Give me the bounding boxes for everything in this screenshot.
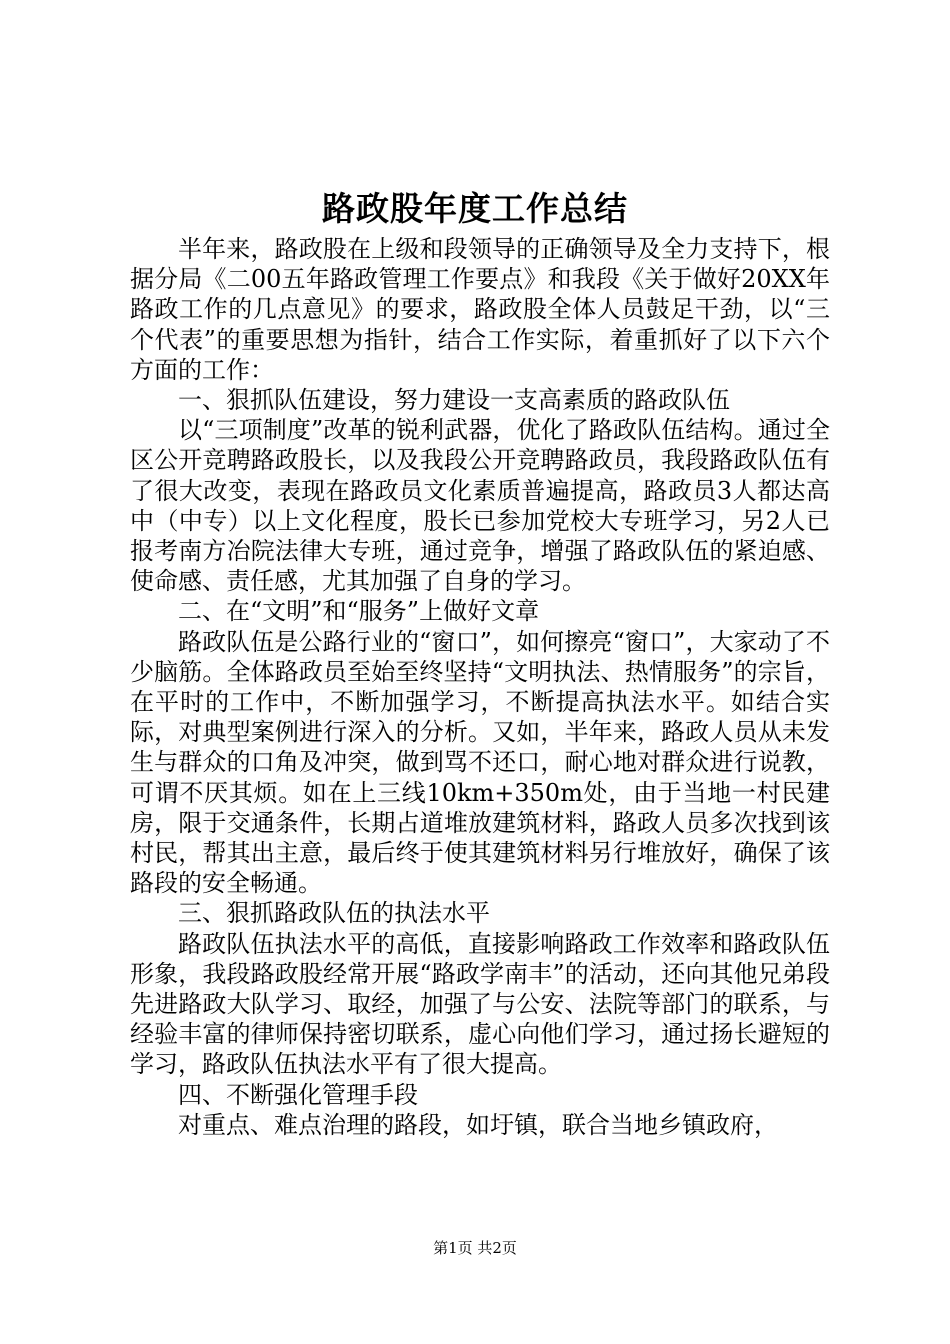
page-footer: 第1页 共2页 [433, 1239, 517, 1257]
paragraph-section-4: 对重点、难点治理的路段，如圩镇，联合当地乡镇政府， [178, 1110, 778, 1139]
paragraph-intro: 半年来，路政股在上级和段领导的正确领导及全力支持下，根据分局《二00五年路政管理工作要点》和我段《关于做好20XX年路政工作的几点意见》的要求，路政股全体人员鼓足干劲，以“三个代表”的重要思想为指针，结合工作实际，着重抓好了以下六个方面的工作： [130, 235, 830, 384]
section-heading-1: 一、狠抓队伍建设，努力建设一支高素质的路政队伍 [178, 386, 730, 415]
section-heading-2: 二、在“文明”和“服务”上做好文章 [178, 597, 540, 626]
section-heading-4: 四、不断强化管理手段 [178, 1080, 418, 1109]
document-title: 路政股年度工作总结 [322, 189, 628, 228]
paragraph-section-1: 以“三项制度”改革的锐利武器，优化了路政队伍结构。通过全区公开竞聘路政股长，以及我段公开竞聘路政员，我段路政队伍有了很大改变，表现在路政员文化素质普遍提高，路政员3人都达高中（中专）以上文化程度，股长已参加党校大专班学习，另2人已报考南方冶院法律大专班，通过竞争，增强了路政队伍的紧迫感、使命感、责任感，尤其加强了自身的学习。 [130, 416, 830, 596]
document-body [130, 234, 830, 1140]
paragraph-section-3: 路政队伍执法水平的高低，直接影响路政工作效率和路政队伍形象，我段路政股经常开展“路政学南丰”的活动，还向其他兄弟段先进路政大队学习、取经，加强了与公安、法院等部门的联系，与经验丰富的律师保持密切联系，虚心向他们学习，通过扬长避短的学习，路政队伍执法水平有了很大提高。 [130, 929, 830, 1079]
paragraph-section-2: 路政队伍是公路行业的“窗口”，如何擦亮“窗口”，大家动了不少脑筋。全体路政员至始至终坚持“文明执法、热情服务”的宗旨，在平时的工作中，不断加强学习，不断提高执法水平。如结合实际，对典型案例进行深入的分析。又如，半年来，路政人员从未发生与群众的口角及冲突，做到骂不还口，耐心地对群众进行说教，可谓不厌其烦。如在上三线10km+350m处，由于当地一村民建房，限于交通条件，长期占道堆放建筑材料，路政人员多次找到该村民，帮其出主意，最后终于使其建筑材料另行堆放好，确保了该路段的安全畅通。 [130, 627, 830, 898]
section-heading-3: 三、狠抓路政队伍的执法水平 [178, 899, 490, 928]
